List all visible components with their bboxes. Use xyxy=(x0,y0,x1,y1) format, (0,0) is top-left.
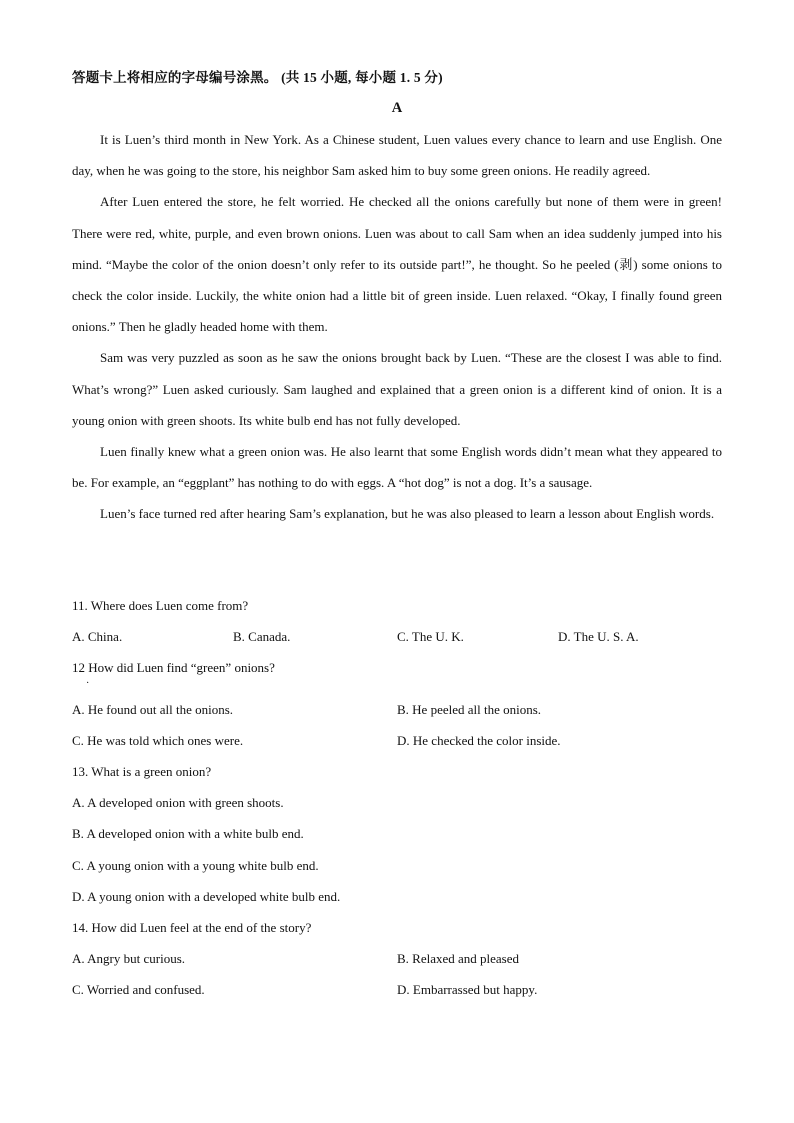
question-12-stem: 12 How did Luen find “green” onions? xyxy=(72,660,275,675)
passage-paragraph: Luen’s face turned red after hearing Sam’s explanation, but he was also pleased to learn a lesson about English words. xyxy=(100,506,715,522)
question-12-option-a[interactable]: A. He found out all the onions. xyxy=(72,702,234,717)
passage-paragraph: After Luen entered the store, he felt worried. He checked all the onions carefully but none of them were in green! There were red, white, purple, and even brown onions. Luen was about to call Sam when an idea suddenly jumped into his mind. “Maybe the color of the onion doesn’t only refer to its outside part!”, he thought. So he peeled (剥) some onions to check the color inside. Luckily, the white onion had a little bit of green inside. Luen relaxed. “Okay, I finally found green onions.” Then he gladly headed home with them. xyxy=(72,194,722,335)
question-12-option-d[interactable]: D. He checked the color inside. xyxy=(397,733,561,748)
question-14-option-a[interactable]: A. Angry but curious. xyxy=(72,951,186,966)
question-13-option-a[interactable]: A. A developed onion with green shoots. xyxy=(72,795,284,810)
question-12-option-c[interactable]: C. He was told which ones were. xyxy=(72,733,244,748)
section-label: A xyxy=(391,100,403,116)
question-14-option-c[interactable]: C. Worried and confused. xyxy=(72,982,205,997)
question-13-stem: 13. What is a green onion? xyxy=(72,764,212,779)
question-13-option-d[interactable]: D. A young onion with a developed white bulb end. xyxy=(72,889,341,904)
passage-paragraph: Sam was very puzzled as soon as he saw the onions brought back by Luen. “These are the closest I was able to find. What’s wrong?” Luen asked curiously. Sam laughed and explained that a green onion is a different kind of onion. It is a young onion with green shoots. Its white bulb end has not fully developed. xyxy=(72,350,722,428)
reading-passage xyxy=(72,124,722,530)
question-14-option-d[interactable]: D. Embarrassed but happy. xyxy=(397,982,538,997)
stray-dot: · xyxy=(86,678,90,689)
question-11-option-b[interactable]: B. Canada. xyxy=(233,629,291,644)
question-11-option-a[interactable]: A. China. xyxy=(72,629,123,644)
question-11-option-c[interactable]: C. The U. K. xyxy=(397,629,464,644)
question-11-option-d[interactable]: D. The U. S. A. xyxy=(558,629,639,644)
question-12-option-b[interactable]: B. He peeled all the onions. xyxy=(397,702,542,717)
passage-paragraph: Luen finally knew what a green onion was. He also learnt that some English words didn’t mean what they appeared to be. For example, an “eggplant” has nothing to do with eggs. A “hot dog” is not a dog. It’s a sausage. xyxy=(72,444,722,491)
question-13-option-b[interactable]: B. A developed onion with a white bulb end. xyxy=(72,826,304,841)
question-11-stem: 11. Where does Luen come from? xyxy=(72,598,249,613)
instruction-line: 答题卡上将相应的字母编号涂黑。 (共 15 小题, 每小题 1. 5 分) xyxy=(72,70,443,85)
question-14-option-b[interactable]: B. Relaxed and pleased xyxy=(397,951,520,966)
question-14-stem: 14. How did Luen feel at the end of the story? xyxy=(72,920,312,935)
question-13-option-c[interactable]: C. A young onion with a young white bulb end. xyxy=(72,858,319,873)
passage-paragraph: It is Luen’s third month in New York. As a Chinese student, Luen values every chance to learn and use English. One day, when he was going to the store, his neighbor Sam asked him to buy some green onions. He readily agreed. xyxy=(72,132,722,179)
